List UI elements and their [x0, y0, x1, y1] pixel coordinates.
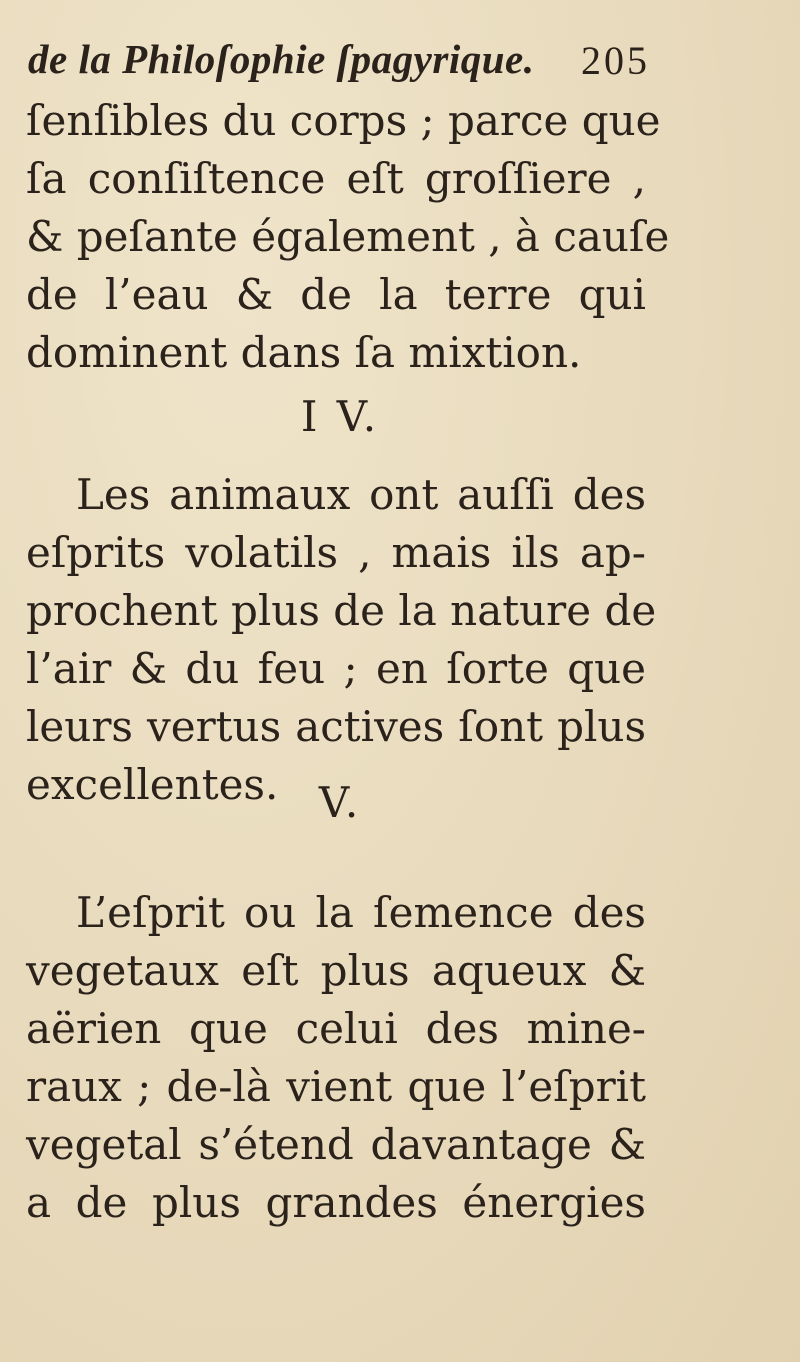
- text-line: L’eſprit ou la ſemence des: [76, 888, 646, 937]
- running-title: de la Philoſophie ſpagyrique.: [28, 36, 535, 82]
- text-line: & peſante également , à cauſe: [26, 212, 670, 261]
- text-line: de l’eau & de la terre qui: [26, 270, 646, 319]
- text-line: raux ; de-là vient que l’eſprit: [26, 1062, 646, 1111]
- section-heading-v: V.: [318, 778, 362, 827]
- text-line: vegetal s’étend davantage &: [26, 1120, 646, 1169]
- text-line: aërien que celui des mine-: [26, 1004, 646, 1053]
- text-line: ſa conſiſtence eſt groſſiere ,: [26, 154, 646, 203]
- text-line: leurs vertus actives ſont plus: [26, 702, 646, 751]
- section-heading-iv: I V.: [300, 392, 380, 441]
- text-line: vegetaux eſt plus aqueux &: [26, 946, 646, 995]
- text-line: dominent dans ſa mixtion.: [26, 328, 582, 377]
- text-line: a de plus grandes énergies: [26, 1178, 646, 1227]
- text-line: l’air & du feu ; en ſorte que: [26, 644, 646, 693]
- page-number: 205: [581, 38, 650, 83]
- text-line: prochent plus de la nature de: [26, 586, 657, 635]
- text-line: eſprits volatils , mais ils ap-: [26, 528, 646, 577]
- text-line: ſenſibles du corps ; parce que: [26, 96, 661, 145]
- text-line: excellentes.: [26, 760, 279, 809]
- text-line: Les animaux ont auſſi des: [76, 470, 646, 519]
